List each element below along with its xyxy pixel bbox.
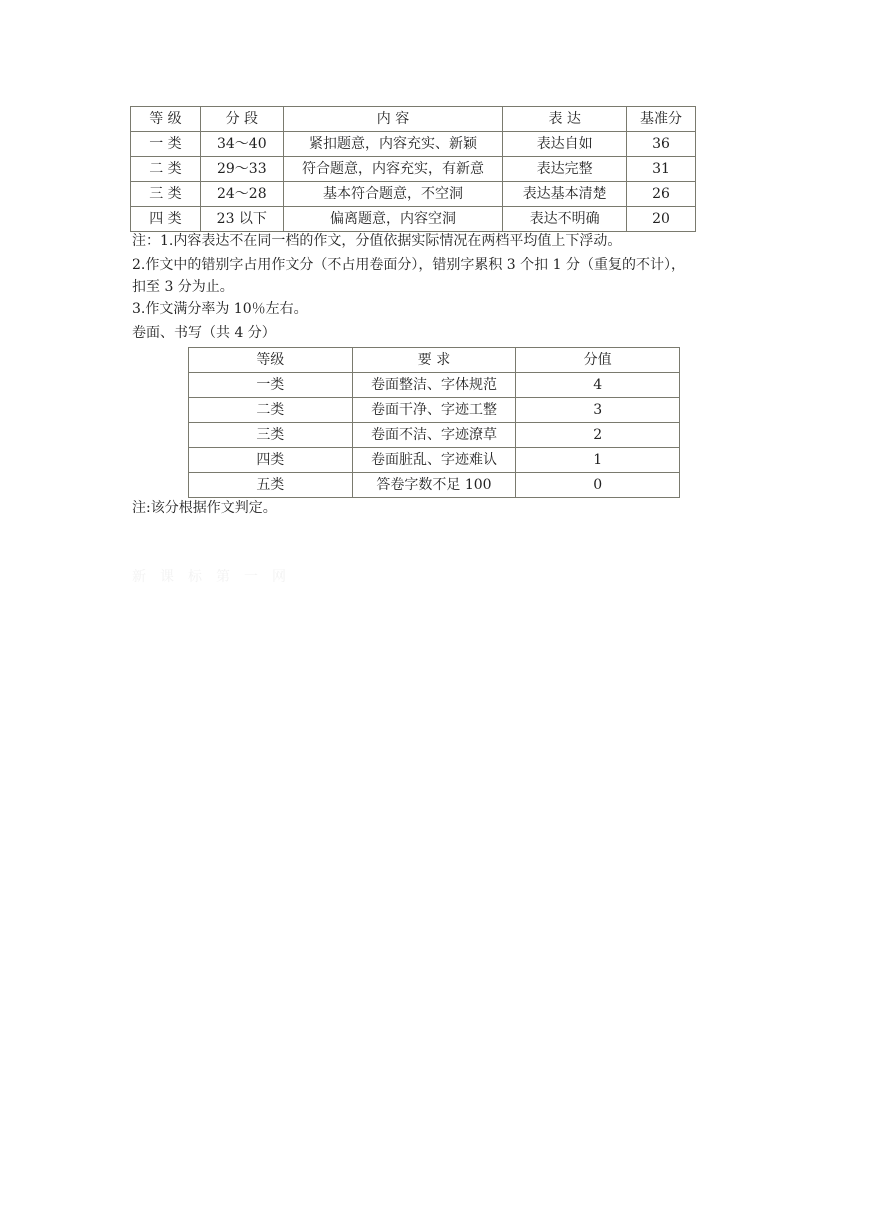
header-cell: 分 段 [200,107,283,132]
requirement-cell: 卷面脏乱、字迹难认 [352,448,516,473]
score-cell: 2 [516,423,680,448]
base-score-cell: 31 [627,157,696,182]
content-cell: 基本符合题意，不空洞 [283,182,503,207]
table-row [189,473,680,498]
grade-cell: 四 类 [131,207,201,232]
neatness-table [188,347,680,498]
grade-cell: 一类 [189,373,353,398]
note-full-score-rate: 3.作文满分率为 10％左右。 [132,301,308,317]
grade-cell: 五类 [189,473,353,498]
range-cell: 29～33 [200,157,283,182]
table-row [189,373,680,398]
score-cell: 1 [516,448,680,473]
range-cell: 23 以下 [200,207,283,232]
table-row [189,398,680,423]
range-cell: 24～28 [200,182,283,207]
note-typos: 2.作文中的错别字占用作文分（不占用卷面分），错别字累积 3 个扣 1 分（重复的不计）， [132,257,685,273]
table-row [131,207,696,232]
table-header-row [189,348,680,373]
expression-cell: 表达完整 [503,157,627,182]
header-cell: 等 级 [131,107,201,132]
note-typos-cap: 扣至 3 分为止。 [132,279,234,295]
section-title: 卷面、书写（共 4 分） [132,325,276,341]
base-score-cell: 20 [627,207,696,232]
header-cell: 分值 [516,348,680,373]
content-cell: 偏离题意，内容空洞 [283,207,503,232]
note-content-expression: 注：1.内容表达不在同一档的作文，分值依据实际情况在两档平均值上下浮动。 [132,233,622,249]
grading-table [130,106,696,232]
grade-cell: 二类 [189,398,353,423]
grade-cell: 一 类 [131,132,201,157]
score-cell: 4 [516,373,680,398]
expression-cell: 表达基本清楚 [503,182,627,207]
table-row [189,423,680,448]
base-score-cell: 36 [627,132,696,157]
header-cell: 表 达 [503,107,627,132]
table-row [131,182,696,207]
header-cell: 等级 [189,348,353,373]
note-judgement: 注:该分根据作文判定。 [132,500,277,516]
header-cell: 要 求 [352,348,516,373]
table-row [131,157,696,182]
requirement-cell: 卷面不洁、字迹潦草 [352,423,516,448]
grade-cell: 三 类 [131,182,201,207]
base-score-cell: 26 [627,182,696,207]
requirement-cell: 卷面整洁、字体规范 [352,373,516,398]
range-cell: 34～40 [200,132,283,157]
header-cell: 内 容 [283,107,503,132]
table-header-row [131,107,696,132]
content-cell: 紧扣题意，内容充实、新颖 [283,132,503,157]
grade-cell: 四类 [189,448,353,473]
content-cell: 符合题意，内容充实，有新意 [283,157,503,182]
grade-cell: 二 类 [131,157,201,182]
score-cell: 3 [516,398,680,423]
score-cell: 0 [516,473,680,498]
watermark: 新课标第一网 [132,569,300,585]
table-row [131,132,696,157]
expression-cell: 表达自如 [503,132,627,157]
header-cell: 基准分 [627,107,696,132]
table-row [189,448,680,473]
expression-cell: 表达不明确 [503,207,627,232]
requirement-cell: 答卷字数不足 100 [352,473,516,498]
requirement-cell: 卷面干净、字迹工整 [352,398,516,423]
grade-cell: 三类 [189,423,353,448]
